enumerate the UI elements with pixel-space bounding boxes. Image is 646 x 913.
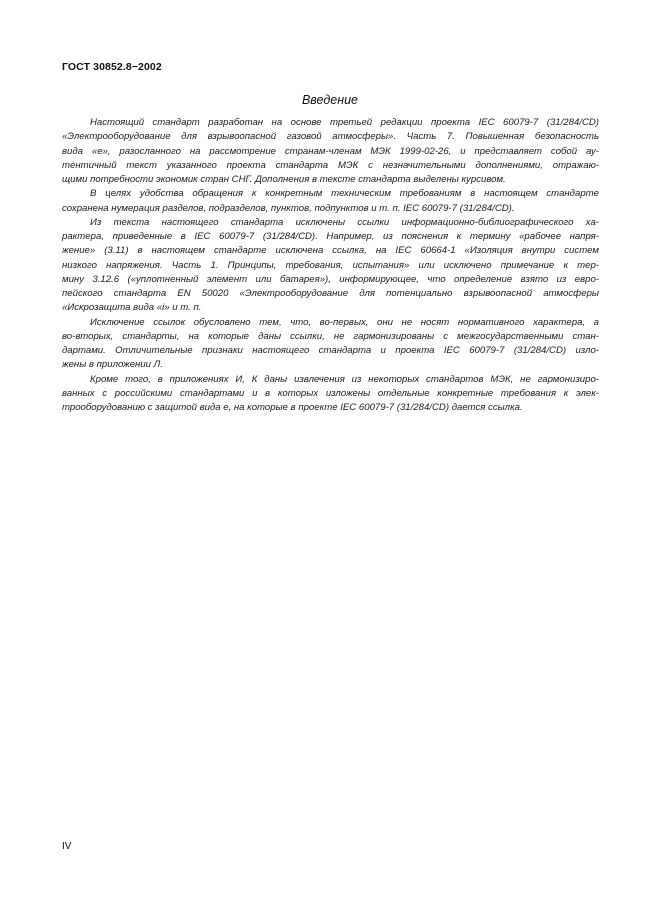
paragraph-line: Кроме того, в приложениях И, К даны извлечения из некоторых стандартов МЭК, не гармонизиро- (90, 373, 599, 385)
standard-number-header: ГОСТ 30852.8−2002 (62, 61, 162, 73)
paragraph-line: жены в приложении Л. (62, 359, 163, 371)
paragraph-line: Исключение ссылок обусловлено тем, что, во-первых, они не носят нормативного характера, а (90, 316, 599, 328)
paragraph-line: сохранена нумерация разделов, подразделов, пунктов, подпунктов и т. п. IEC 60079-7 (31/284/CD). (62, 202, 515, 214)
paragraph-line: низкого напряжения. Часть 1. Принципы, требования, испытания» или исключено примечание к тер- (62, 259, 599, 271)
paragraph (62, 216, 599, 316)
paragraph-line: Настоящий стандарт разработан на основе третьей редакции проекта IEC 60079-7 (31/284/CD) (90, 117, 599, 128)
paragraph-line: трооборудованию с защитой вида е, на которые в проекте IEC 60079-7 (31/284/CD) дается ссылка. (62, 402, 523, 413)
paragraph-line: В целях удобства обращения к конкретным техническим требованиям в настоящем стандарте (90, 188, 599, 200)
paragraph-line: щими потребности экономик стран СНГ. Дополнения в тексте стандарта выделены курсивом. (62, 174, 506, 185)
paragraph-line: мину 3.12.6 («уплотненный элемент или батарея»), информирующее, что определение взято из евро- (62, 273, 599, 285)
introduction-body (62, 116, 599, 415)
paragraph-line: дартами. Отличительные признаки настоящего стандарта и проекта IEC 60079-7 (31/284/CD) изло- (62, 345, 599, 356)
paragraph-line: пейского стандарта EN 50020 «Электрооборудование для потенциально взрывоопасной атмосферы (62, 288, 599, 299)
paragraph (62, 316, 599, 373)
paragraph-line: Из текста настоящего стандарта исключены ссылки информационно-библиографического ха- (90, 216, 599, 228)
section-title: Введение (301, 93, 359, 107)
page-number: IV (62, 841, 72, 852)
paragraph (62, 116, 599, 187)
paragraph-line: «Искрозащита вида «i» и т. п. (62, 302, 202, 314)
paragraph-line: тентичный текст указанного проекта стандарта МЭК с незначительными дополнениями, отражаю- (62, 159, 599, 171)
paragraph-line: вида «е», разосланного на рассмотрение странам-членам МЭК 1999-02-26, и представляет собой ау- (62, 145, 599, 157)
paragraph (62, 373, 599, 416)
paragraph-line: ванных с российскими стандартами и в которых изложены отдельные конкретные требования к элек- (62, 387, 599, 399)
paragraph-line: «Электрооборудование для взрывоопасной газовой атмосферы». Часть 7. Повышенная безопасность (62, 131, 599, 143)
paragraph-line: жение» (3.11) в настоящем стандарте исключена ссылка, на IEC 60664-1 «Изоляция внутри систем (62, 245, 599, 257)
paragraph-line: рактера, приведенные в IEC 60079-7 (31/284/CD). Например, из пояснения к термину «рабочее напря- (62, 231, 599, 242)
paragraph-line: во-вторых, стандарты, на которые даны ссылки, не гармонизированы с межгосударственными стан- (62, 330, 599, 342)
paragraph (62, 187, 599, 216)
